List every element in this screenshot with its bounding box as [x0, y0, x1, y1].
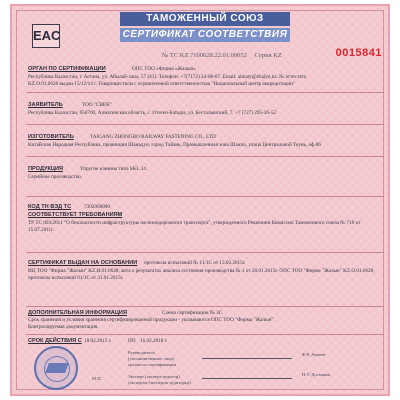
registration-number: № ТС KZ.7100628.22.01.00052	[162, 52, 247, 59]
divider	[26, 306, 384, 307]
eac-logo: EAC	[32, 24, 60, 48]
divider	[26, 156, 384, 157]
additional-info-label: ДОПОЛНИТЕЛЬНАЯ ИНФОРМАЦИЯ	[28, 310, 127, 316]
product-label: ПРОДУКЦИЯ	[28, 166, 64, 172]
certification-body-details-2: KZ.O.01.0628 выдан 15/12/14 г. Товариществом с ограниченной ответственностью "Национальный центр аккредитации"	[28, 81, 296, 87]
divider	[26, 196, 384, 197]
validity-from-label: СРОК ДЕЙСТВИЯ С	[28, 338, 82, 344]
divider	[26, 334, 384, 335]
expert-name: Н.У. Досмаков	[302, 372, 331, 377]
basis-text-1: протокола испытаний № 11/1С от 13.02.2015г.	[144, 260, 246, 266]
validity-from-date: 18.02.2015 г.	[84, 338, 112, 344]
certification-body-label: ОРГАН ПО СЕРТИФИКАЦИИ	[28, 66, 106, 72]
certificate-paper	[10, 4, 390, 396]
manufacturer-name: TAIGANG ZHONGBO RAILWAY FASTENING CO., LTD	[90, 134, 216, 140]
basis-label: СЕРТИФИКАТ ВЫДАН НА ОСНОВАНИИ	[28, 260, 138, 266]
head-signature-line	[202, 358, 292, 359]
seal-inner-ring	[44, 356, 70, 382]
requirements-label: СООТВЕТСТВУЕТ ТРЕБОВАНИЯМ	[28, 212, 123, 218]
certification-scheme: Схема сертификации № 3С.	[162, 310, 224, 316]
divider	[26, 252, 384, 253]
validity-to-date: 16.02.2018 г.	[140, 338, 168, 344]
divider	[26, 92, 384, 93]
official-seal	[34, 346, 78, 390]
manufacturer-details: Китайская Народная Республика, провинция Шаньдун, город Тайань, Промышленная зона Шанпо, улица Центральной Тоунь, оф.86	[28, 142, 321, 148]
additional-info-text-1: Срок хранения и условия хранения сертифицированной продукции - указываются ОПС ТОО "Фирма "Жалын".	[28, 317, 275, 323]
expert-signature-line	[202, 378, 292, 379]
expert-label: Эксперт (эксперт-аудитор)	[128, 374, 180, 379]
header-subtitle: СЕРТИФИКАТ СООТВЕТСТВИЯ	[120, 28, 290, 42]
head-sub2: органа по сертификации	[128, 362, 176, 367]
series-number: 0015841	[335, 47, 382, 59]
manufacturer-label: ИЗГОТОВИТЕЛЬ	[28, 134, 74, 140]
series-label: Серия KZ	[254, 52, 282, 59]
seal-label: М.П.	[92, 376, 102, 381]
certificate-header	[120, 12, 290, 46]
head-sub: (уполномоченное лицо)	[128, 356, 175, 361]
header-title: ТАМОЖЕННЫЙ СОЮЗ	[120, 12, 290, 26]
validity-to-label: ПО	[128, 338, 136, 344]
tn-ved-value: 7302900000	[84, 204, 110, 210]
product-details: Серийное производство.	[28, 174, 83, 180]
head-label: Руководитель	[128, 350, 155, 355]
certification-body-details-1: Республика Казахстан, г. Астана, ул. Абылай-хана, 57 (41). Телефон: +7(7172) 24-08-67. Email: almaty@zhalyn.kz. № аттестата	[28, 74, 307, 80]
seal-emblem	[45, 363, 69, 373]
head-name: Ф.Р. Амзеев	[302, 352, 326, 357]
certification-body-name: ОПС ТОО «Фирма «Жалын»	[132, 66, 196, 72]
applicant-name: ТОО "СВЕК"	[82, 102, 112, 108]
product-name: Упругие клеммы типа SKL 14.	[80, 166, 148, 172]
tn-ved-label: КОД ТН ВЭД ТС	[28, 204, 72, 210]
basis-text-2: ИЦ ТОО "Фирма "Жалын" KZ.И.01.0628; акта о результатах анализа состояния производства № 1 от 28.01.2015г. ОПС ТОО "Фирма "Жалын" KZ.O.01.0628, протокола испытаний 01/1С от 31.01.2015г.	[28, 268, 375, 281]
requirements-text: ТР ТС 003/2011 "О безопасности инфраструктуры железнодорожного транспорта", утвержденного Решением Комиссии Таможенного союза № 710 от 15.07.2011г.	[28, 220, 361, 233]
additional-info-text-2: Контролируемая документация.	[28, 324, 99, 330]
registration-line	[162, 47, 388, 62]
expert-sub: (эксперты (эксперты-аудиторы))	[128, 380, 191, 385]
divider	[26, 124, 384, 125]
applicant-details: Республика Казахстан, 050700, Алматинская область, с. Отеген-Батыра, ул. Бесталынский, 7. +7 (727) 295-36-52	[28, 110, 276, 116]
applicant-label: ЗАЯВИТЕЛЬ	[28, 102, 63, 108]
